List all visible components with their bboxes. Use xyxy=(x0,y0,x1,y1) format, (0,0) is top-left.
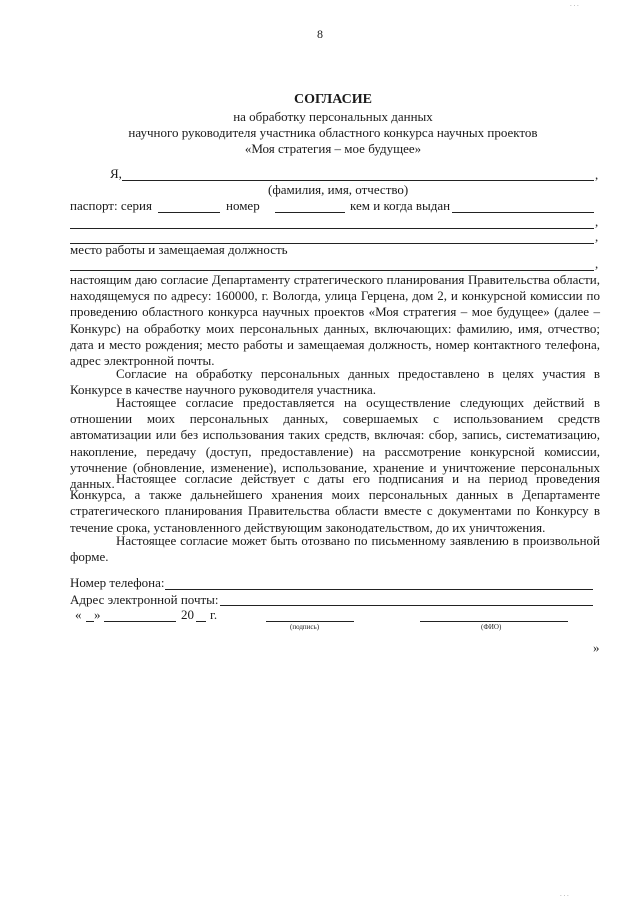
passport-number-label: номер xyxy=(226,198,260,213)
paragraph-consent: настоящим даю согласие Департаменту стратегического планирования Правительства области, находящемуся по адресу: 160000, г. Вологда, улица Герцена, дом 2, и конкурсной комиссии по проведению областного конкурса научных проектов «Моя стратегия – мое будущее» (далее – Конкурс) на обработку моих персональных данных, включающих: фамилию, имя, отчество; дата и место рождения; место работы и замещаемая должность, номер контактного телефона, адрес электронной почты. xyxy=(70,272,600,369)
paragraph-revocation: Настоящее согласие может быть отозвано по письменному заявлению в произвольной форме. xyxy=(70,533,600,565)
comma-mark: , xyxy=(595,214,599,229)
workplace-label: место работы и замещаемая должность xyxy=(70,242,288,257)
subtitle-line-2: научного руководителя участника областного конкурса научных проектов xyxy=(128,125,538,140)
day-line[interactable] xyxy=(86,621,94,622)
comma-mark: , xyxy=(595,167,599,182)
passport-number-line[interactable] xyxy=(275,212,345,213)
comma-mark: , xyxy=(595,256,599,271)
closing-quote: » xyxy=(593,640,600,655)
fio-sign-line[interactable] xyxy=(420,621,568,622)
paragraph-validity: Настоящее согласие действует с даты его подписания и на период проведения Конкурса, а также дальнейшего хранения моих персональных данных в Департаменте стратегического планирования Правительства области вместе с документами по Конкурсу в течение срока, установленного действующим законодательством, до их уничтожения. xyxy=(70,471,600,535)
signature-line[interactable] xyxy=(266,621,354,622)
phone-line[interactable] xyxy=(165,589,593,590)
scan-mark: . . . xyxy=(570,0,579,8)
paragraph-actions: Настоящее согласие предоставляется на осуществление следующих действий в отношении моих персональных данных, совершаемых с использованием средств автоматизации или без использования таких средств, включая: сбор, запись, систематизацию, накопление, передачу (доступ, предоставление) на рассмотрение конкурсной комиссии, уточнение (обновление, изменение), использование, хранение и уничтожение персональных данных. xyxy=(70,395,600,492)
ya-label: Я, xyxy=(110,166,122,181)
email-label: Адрес электронной почты: xyxy=(70,592,219,607)
date-close-quote: » xyxy=(94,607,101,622)
year-prefix: 20 xyxy=(181,607,194,622)
fio-caption-bottom: (ФИО) xyxy=(481,623,502,631)
fio-line[interactable] xyxy=(122,180,594,181)
subtitle-line-1: на обработку персональных данных xyxy=(233,109,433,124)
signature-caption: (подпись) xyxy=(290,623,320,631)
document-title: СОГЛАСИЕ xyxy=(294,92,372,107)
passport-series-label: паспорт: серия xyxy=(70,198,152,213)
comma-mark: , xyxy=(595,229,599,244)
date-open-quote: « xyxy=(75,607,82,622)
workplace-line[interactable] xyxy=(70,270,594,271)
scan-mark: . . . xyxy=(560,890,569,898)
issued-by-label: кем и когда выдан xyxy=(350,198,451,213)
page-number: 8 xyxy=(317,27,323,41)
blank-line-1[interactable] xyxy=(70,228,594,229)
email-line[interactable] xyxy=(220,605,593,606)
paragraph-purpose: Согласие на обработку персональных данных предоставлено в целях участия в Конкурсе в качестве научного руководителя участника. xyxy=(70,366,600,398)
phone-label: Номер телефона: xyxy=(70,575,165,590)
month-line[interactable] xyxy=(104,621,176,622)
issued-by-line[interactable] xyxy=(452,212,594,213)
passport-series-line[interactable] xyxy=(158,212,220,213)
year-suffix: г. xyxy=(210,607,218,622)
fio-caption: (фамилия, имя, отчество) xyxy=(268,182,409,197)
year-line[interactable] xyxy=(196,621,206,622)
subtitle-line-3: «Моя стратегия – мое будущее» xyxy=(244,141,422,156)
